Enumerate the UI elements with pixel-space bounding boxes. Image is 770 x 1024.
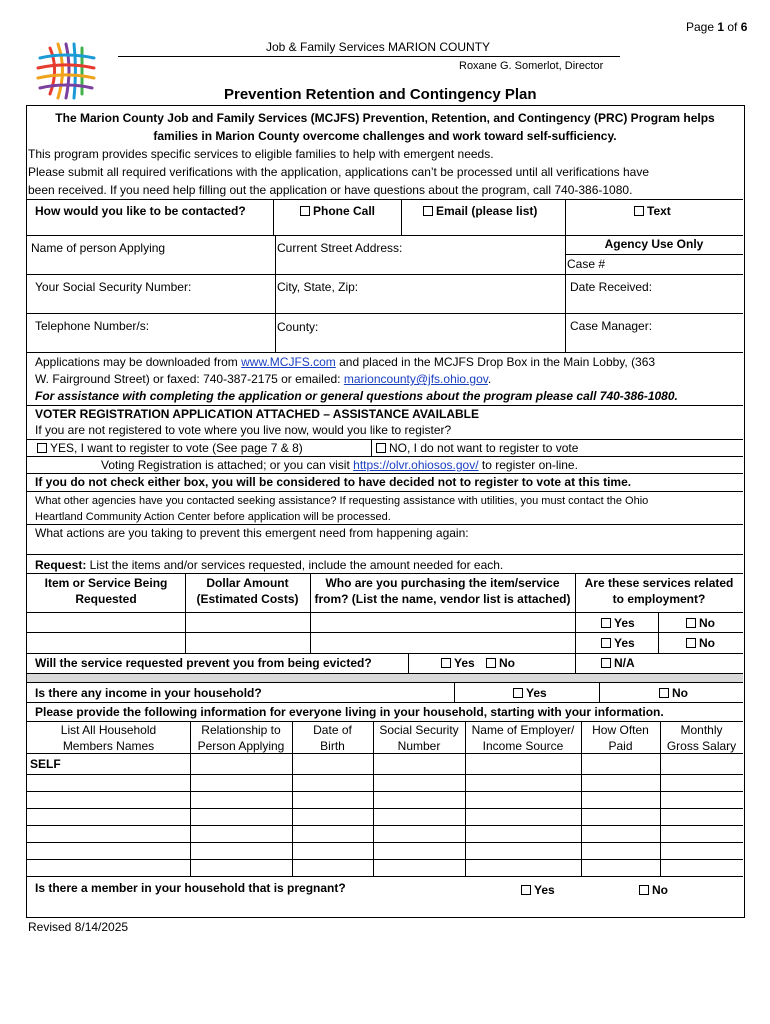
- row2-yes-checkbox[interactable]: [601, 638, 611, 648]
- revision-date: Revised 8/14/2025: [28, 920, 129, 934]
- household-heading: Please provide the following information for everyone living in your household, starting with your information.: [35, 705, 664, 719]
- voter-yes-checkbox[interactable]: [37, 443, 47, 453]
- case-number-field: Case #: [567, 257, 606, 271]
- section-separator: [27, 674, 743, 682]
- voter-question: If you are not registered to vote where you live now, would you like to register?: [35, 423, 452, 437]
- telephone-field[interactable]: Telephone Number/s:: [35, 319, 150, 333]
- pregnant-yes-checkbox[interactable]: [521, 885, 531, 895]
- email-checkbox[interactable]: [423, 206, 433, 216]
- street-address-field[interactable]: Current Street Address:: [277, 241, 403, 255]
- income-yes-checkbox[interactable]: [513, 688, 523, 698]
- other-agencies-line-1: What other agencies have you contacted seeking assistance? If requesting assistance with utilities, you must contact the Ohio: [35, 495, 649, 507]
- pregnant-question: Is there a member in your household that is pregnant?: [35, 881, 346, 895]
- request-col-employment: Are these services related to employment?: [584, 576, 734, 606]
- phone-checkbox[interactable]: [300, 206, 310, 216]
- application-form: [26, 105, 745, 918]
- eviction-no-checkbox[interactable]: [486, 658, 496, 668]
- intro-line-3: This program provides specific services to eligible families to help with emergent needs.: [28, 147, 494, 161]
- prevention-actions-field[interactable]: What actions are you taking to prevent this emergent need from happening again:: [35, 526, 469, 540]
- household-col-frequency: How Often Paid: [592, 723, 649, 753]
- contact-question: How would you like to be contacted?: [35, 204, 246, 218]
- city-state-zip-field[interactable]: City, State, Zip:: [277, 280, 359, 294]
- agency-name: Job & Family Services MARION COUNTY: [266, 40, 491, 54]
- household-col-salary: Monthly Gross Salary: [666, 723, 737, 753]
- voter-attached-note: Voting Registration is attached; or you can visit https://olvr.ohiosos.gov/ to register on-line.: [101, 458, 578, 472]
- contact-text-option[interactable]: Text: [634, 203, 671, 219]
- request-instructions: Request: List the items and/or services requested, include the amount needed for each.: [35, 558, 504, 572]
- request-row2-yes[interactable]: Yes: [601, 635, 635, 651]
- eviction-na-option[interactable]: N/A: [601, 655, 635, 671]
- mcjfs-website-link[interactable]: www.MCJFS.com: [241, 355, 336, 369]
- eviction-question: Will the service requested prevent you from being evicted?: [35, 656, 372, 670]
- eviction-na-checkbox[interactable]: [601, 658, 611, 668]
- household-col-names: List All Household Members Names: [60, 723, 157, 753]
- voter-yes-option[interactable]: YES, I want to register to vote (See page 7 & 8): [37, 440, 303, 456]
- text-checkbox[interactable]: [634, 206, 644, 216]
- pregnant-yes-option[interactable]: Yes: [521, 882, 555, 898]
- income-no-option[interactable]: No: [659, 685, 688, 701]
- household-col-relationship: Relationship to Person Applying: [197, 723, 285, 753]
- intro-line-4: Please submit all required verifications with the application, applications can’t be processed until all verifications have: [28, 165, 649, 179]
- row1-no-checkbox[interactable]: [686, 618, 696, 628]
- eviction-no-option[interactable]: No: [486, 655, 515, 671]
- row1-yes-checkbox[interactable]: [601, 618, 611, 628]
- income-yes-option[interactable]: Yes: [513, 685, 547, 701]
- request-row1-no[interactable]: No: [686, 615, 715, 631]
- household-self-label: SELF: [30, 757, 61, 771]
- row2-no-checkbox[interactable]: [686, 638, 696, 648]
- assistance-notice: For assistance with completing the application or general questions about the program please call 740-386-1080.: [35, 389, 678, 403]
- household-col-ssn: Social Security Number: [379, 723, 459, 753]
- other-agencies-line-2: Heartland Community Action Center before application will be processed.: [35, 511, 391, 523]
- voter-no-checkbox[interactable]: [376, 443, 386, 453]
- voter-no-option[interactable]: NO, I do not want to register to vote: [376, 440, 578, 456]
- download-line-2: W. Fairground Street) or faxed: 740-387-2175 or emailed: marioncounty@jfs.ohio.gov.: [35, 372, 492, 386]
- ssn-field[interactable]: Your Social Security Number:: [35, 280, 192, 294]
- contact-phone-option[interactable]: Phone Call: [300, 203, 375, 219]
- request-col-vendor: Who are you purchasing the item/service from? (List the name, vendor list is attached): [314, 576, 571, 606]
- page-title: Prevention Retention and Contingency Plan: [224, 86, 537, 103]
- request-row1-yes[interactable]: Yes: [601, 615, 635, 631]
- request-col-amount: Dollar Amount (Estimated Costs): [196, 576, 299, 606]
- page-number: Page 1 of 6: [686, 20, 748, 34]
- income-no-checkbox[interactable]: [659, 688, 669, 698]
- intro-line-1: The Marion County Job and Family Services (MCJFS) Prevention, Retention, and Contingency (PRC) Program helps: [55, 111, 715, 125]
- pregnant-no-checkbox[interactable]: [639, 885, 649, 895]
- date-received-field: Date Received:: [570, 280, 653, 294]
- eviction-yes-checkbox[interactable]: [441, 658, 451, 668]
- intro-line-2: families in Marion County overcome challenges and work toward self-sufficiency.: [153, 129, 617, 143]
- request-row2-no[interactable]: No: [686, 635, 715, 651]
- household-col-employer: Name of Employer/ Income Source: [471, 723, 575, 753]
- voter-heading: VOTER REGISTRATION APPLICATION ATTACHED – ASSISTANCE AVAILABLE: [35, 407, 480, 421]
- header-divider: [118, 56, 620, 57]
- income-question: Is there any income in your household?: [35, 686, 262, 700]
- eviction-yes-option[interactable]: Yes: [441, 655, 475, 671]
- contact-email-option[interactable]: Email (please list): [423, 203, 537, 219]
- director-name: Roxane G. Somerlot, Director: [459, 60, 604, 72]
- voter-registration-link[interactable]: https://olvr.ohiosos.gov/: [353, 458, 479, 472]
- agency-use-heading: Agency Use Only: [604, 237, 704, 251]
- intro-line-5: been received. If you need help filling out the application or have questions about the program, call 740-386-1080.: [28, 183, 633, 197]
- agency-email-link[interactable]: marioncounty@jfs.ohio.gov: [343, 372, 488, 386]
- applicant-name-field[interactable]: Name of person Applying: [31, 241, 166, 255]
- download-line-1: Applications may be downloaded from www.MCJFS.com and placed in the MCJFS Drop Box in the Main Lobby, (363: [35, 355, 656, 369]
- voter-warning: If you do not check either box, you will be considered to have decided not to register to vote at this time.: [35, 475, 632, 489]
- agency-logo-icon: [36, 40, 96, 100]
- county-field[interactable]: County:: [277, 320, 319, 334]
- request-col-item: Item or Service Being Requested: [44, 576, 168, 606]
- household-col-dob: Date of Birth: [313, 723, 352, 753]
- pregnant-no-option[interactable]: No: [639, 882, 668, 898]
- case-manager-field: Case Manager:: [570, 319, 653, 333]
